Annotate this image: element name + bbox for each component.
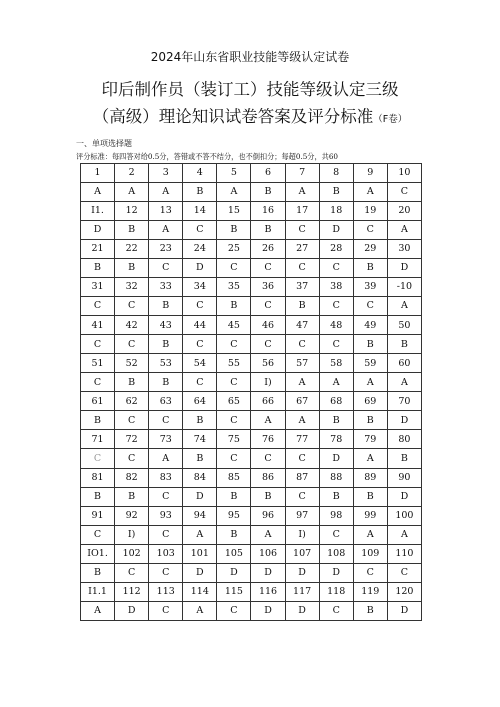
question-number-cell: 107 xyxy=(285,544,319,563)
answer-cell: B xyxy=(251,183,285,202)
question-number-cell: 22 xyxy=(115,240,149,259)
answer-cell: C xyxy=(387,563,421,582)
answer-cell: A xyxy=(285,373,319,392)
answer-cell: C xyxy=(285,221,319,240)
answer-cell: C xyxy=(353,221,387,240)
answer-cell: A xyxy=(251,411,285,430)
answer-cell: B xyxy=(217,487,251,506)
question-number-cell: 29 xyxy=(353,240,387,259)
question-number-cell: 5 xyxy=(217,164,251,183)
question-number-cell: 118 xyxy=(319,582,353,601)
answer-cell: D xyxy=(251,601,285,620)
answer-cell: A xyxy=(81,601,115,620)
answer-cell: B xyxy=(251,221,285,240)
question-number-cell: 60 xyxy=(387,354,421,373)
answer-cell: D xyxy=(285,563,319,582)
answer-row xyxy=(81,525,422,544)
answer-cell: A xyxy=(353,525,387,544)
question-number-row xyxy=(81,240,422,259)
question-number-cell: 33 xyxy=(149,278,183,297)
question-number-cell: 64 xyxy=(183,392,217,411)
question-number-cell: 37 xyxy=(285,278,319,297)
question-number-cell: 117 xyxy=(285,582,319,601)
question-number-cell: 18 xyxy=(319,202,353,221)
question-number-cell: 49 xyxy=(353,316,387,335)
answer-cell: D xyxy=(319,221,353,240)
question-number-cell: 94 xyxy=(183,506,217,525)
question-number-cell: 1 xyxy=(81,164,115,183)
question-number-cell: 105 xyxy=(217,544,251,563)
answer-cell: D xyxy=(387,601,421,620)
answer-cell: A xyxy=(183,525,217,544)
answer-cell: A xyxy=(149,449,183,468)
question-number-cell: 56 xyxy=(251,354,285,373)
question-number-cell: 109 xyxy=(353,544,387,563)
question-number-cell: 19 xyxy=(353,202,387,221)
exam-title: 2024年山东省职业技能等级认定试卷 xyxy=(150,50,350,64)
answer-cell: C xyxy=(149,487,183,506)
question-number-cell: 25 xyxy=(217,240,251,259)
question-number-row xyxy=(81,468,422,487)
question-number-cell: 20 xyxy=(387,202,421,221)
question-number-cell: 53 xyxy=(149,354,183,373)
answer-cell: C xyxy=(217,449,251,468)
question-number-row xyxy=(81,582,422,601)
answer-cell: B xyxy=(81,563,115,582)
answer-cell: B xyxy=(353,411,387,430)
answer-cell: B xyxy=(149,335,183,354)
question-number-cell: 38 xyxy=(319,278,353,297)
answer-cell: C xyxy=(319,525,353,544)
question-number-row xyxy=(81,278,422,297)
answer-cell: B xyxy=(149,373,183,392)
question-number-cell: 97 xyxy=(285,506,319,525)
answer-key-heading xyxy=(0,103,500,127)
question-number-cell: 65 xyxy=(217,392,251,411)
answer-row xyxy=(81,183,422,202)
answer-row xyxy=(81,563,422,582)
question-number-cell: 100 xyxy=(387,506,421,525)
answer-cell: B xyxy=(285,297,319,316)
answer-cell: A xyxy=(149,221,183,240)
answer-row xyxy=(81,259,422,278)
answer-cell: A xyxy=(81,183,115,202)
answer-cell: A xyxy=(285,411,319,430)
answer-cell: A xyxy=(149,183,183,202)
question-number-cell: 71 xyxy=(81,430,115,449)
question-number-cell: 27 xyxy=(285,240,319,259)
question-number-cell: 50 xyxy=(387,316,421,335)
answer-cell: C xyxy=(81,525,115,544)
answer-cell: B xyxy=(353,601,387,620)
question-number-cell: 82 xyxy=(115,468,149,487)
answer-cell: B xyxy=(217,297,251,316)
answer-cell: C xyxy=(81,449,115,468)
answer-cell: A xyxy=(353,449,387,468)
answer-cell: C xyxy=(115,335,149,354)
question-number-cell: 92 xyxy=(115,506,149,525)
answer-row xyxy=(81,449,422,468)
question-number-cell: 74 xyxy=(183,430,217,449)
answer-cell: C xyxy=(285,259,319,278)
question-number-cell: 7 xyxy=(285,164,319,183)
question-number-row xyxy=(81,316,422,335)
answer-cell: C xyxy=(115,297,149,316)
question-number-cell: I1. xyxy=(81,202,115,221)
answer-cell: C xyxy=(183,335,217,354)
question-number-row xyxy=(81,354,422,373)
answer-cell: A xyxy=(217,183,251,202)
answer-cell: C xyxy=(81,335,115,354)
answer-cell: C xyxy=(115,449,149,468)
question-number-cell: 120 xyxy=(387,582,421,601)
question-number-cell: 114 xyxy=(183,582,217,601)
answer-cell: A xyxy=(387,221,421,240)
answer-row xyxy=(81,221,422,240)
answer-cell: C xyxy=(217,335,251,354)
answer-row xyxy=(81,335,422,354)
answer-cell: D xyxy=(387,259,421,278)
question-number-cell: 63 xyxy=(149,392,183,411)
answer-cell: D xyxy=(81,221,115,240)
question-number-cell: 85 xyxy=(217,468,251,487)
question-number-cell: 86 xyxy=(251,468,285,487)
question-number-cell: 34 xyxy=(183,278,217,297)
question-number-cell: 87 xyxy=(285,468,319,487)
question-number-cell: 72 xyxy=(115,430,149,449)
paper-variant: （F卷） xyxy=(373,114,408,125)
answer-cell: B xyxy=(115,221,149,240)
question-number-cell: 13 xyxy=(149,202,183,221)
question-number-cell: 52 xyxy=(115,354,149,373)
question-number-cell: 8 xyxy=(319,164,353,183)
answer-cell: D xyxy=(115,601,149,620)
answer-cell: C xyxy=(115,411,149,430)
question-number-cell: 46 xyxy=(251,316,285,335)
answer-cell: C xyxy=(149,411,183,430)
question-number-cell: 77 xyxy=(285,430,319,449)
question-number-cell: 76 xyxy=(251,430,285,449)
question-number-cell: -10 xyxy=(387,278,421,297)
question-number-row xyxy=(81,506,422,525)
question-number-cell: 14 xyxy=(183,202,217,221)
question-number-cell: 75 xyxy=(217,430,251,449)
answer-cell: D xyxy=(319,449,353,468)
answer-cell: A xyxy=(353,183,387,202)
question-number-cell: 2 xyxy=(115,164,149,183)
question-number-cell: 45 xyxy=(217,316,251,335)
answer-cell: C xyxy=(353,297,387,316)
question-number-cell: 112 xyxy=(115,582,149,601)
question-number-cell: 108 xyxy=(319,544,353,563)
question-number-cell: 61 xyxy=(81,392,115,411)
answer-cell: C xyxy=(285,335,319,354)
question-number-row xyxy=(81,544,422,563)
answer-cell: B xyxy=(183,411,217,430)
answer-cell: C xyxy=(217,373,251,392)
answer-cell: B xyxy=(183,183,217,202)
answer-cell: C xyxy=(353,563,387,582)
answer-cell: B xyxy=(319,183,353,202)
answer-cell: I) xyxy=(285,525,319,544)
question-number-row xyxy=(81,164,422,183)
question-number-cell: 3 xyxy=(149,164,183,183)
answer-cell: A xyxy=(183,601,217,620)
question-number-cell: 115 xyxy=(217,582,251,601)
answer-cell: B xyxy=(319,487,353,506)
question-number-cell: 69 xyxy=(353,392,387,411)
question-number-cell: 84 xyxy=(183,468,217,487)
question-number-cell: 106 xyxy=(251,544,285,563)
question-number-cell: 55 xyxy=(217,354,251,373)
answer-cell: A xyxy=(387,297,421,316)
answer-cell: C xyxy=(115,563,149,582)
question-number-cell: 42 xyxy=(115,316,149,335)
answer-cell: A xyxy=(387,525,421,544)
question-number-cell: 116 xyxy=(251,582,285,601)
answer-cell: C xyxy=(183,221,217,240)
question-number-cell: 32 xyxy=(115,278,149,297)
question-number-cell: IO1. xyxy=(81,544,115,563)
answer-cell: D xyxy=(183,259,217,278)
question-number-cell: I1.1 xyxy=(81,582,115,601)
question-number-cell: 10 xyxy=(387,164,421,183)
answer-cell: C xyxy=(183,373,217,392)
answer-cell: C xyxy=(217,259,251,278)
question-number-cell: 79 xyxy=(353,430,387,449)
answer-cell: C xyxy=(217,601,251,620)
answer-row xyxy=(81,487,422,506)
answer-cell: B xyxy=(115,259,149,278)
answer-cell: C xyxy=(285,449,319,468)
question-number-cell: 6 xyxy=(251,164,285,183)
answer-row xyxy=(81,601,422,620)
section-title: 一、单项选择题 xyxy=(76,139,132,148)
question-number-cell: 48 xyxy=(319,316,353,335)
question-number-cell: 47 xyxy=(285,316,319,335)
question-number-cell: 44 xyxy=(183,316,217,335)
answer-cell: B xyxy=(81,411,115,430)
answer-cell: A xyxy=(353,373,387,392)
answer-cell: C xyxy=(149,259,183,278)
question-number-cell: 81 xyxy=(81,468,115,487)
answer-cell: B xyxy=(217,221,251,240)
answer-cell: B xyxy=(115,373,149,392)
question-number-cell: 51 xyxy=(81,354,115,373)
answer-cell: C xyxy=(285,487,319,506)
question-number-cell: 58 xyxy=(319,354,353,373)
answer-cell: C xyxy=(149,525,183,544)
question-number-cell: 59 xyxy=(353,354,387,373)
answer-cell: B xyxy=(149,297,183,316)
answer-row xyxy=(81,373,422,392)
answer-cell: C xyxy=(183,297,217,316)
question-number-cell: 110 xyxy=(387,544,421,563)
answer-cell: C xyxy=(251,449,285,468)
question-number-cell: 88 xyxy=(319,468,353,487)
exam-subtitle: 印后制作员（装订工）技能等级认定三级 xyxy=(101,80,399,99)
question-number-cell: 31 xyxy=(81,278,115,297)
question-number-cell: 24 xyxy=(183,240,217,259)
question-number-row xyxy=(81,430,422,449)
question-number-cell: 66 xyxy=(251,392,285,411)
question-number-cell: 91 xyxy=(81,506,115,525)
answer-cell: B xyxy=(353,259,387,278)
answer-cell: C xyxy=(251,297,285,316)
answer-cell: C xyxy=(319,601,353,620)
answer-cell: B xyxy=(387,335,421,354)
question-number-cell: 83 xyxy=(149,468,183,487)
question-number-cell: 57 xyxy=(285,354,319,373)
answer-cell: B xyxy=(353,487,387,506)
question-number-cell: 16 xyxy=(251,202,285,221)
answer-cell: C xyxy=(251,335,285,354)
question-number-cell: 15 xyxy=(217,202,251,221)
answer-cell: D xyxy=(387,411,421,430)
question-number-cell: 21 xyxy=(81,240,115,259)
answer-cell: A xyxy=(115,183,149,202)
question-number-row xyxy=(81,392,422,411)
answer-cell: D xyxy=(319,563,353,582)
question-number-cell: 9 xyxy=(353,164,387,183)
answer-cell: I) xyxy=(115,525,149,544)
question-number-cell: 90 xyxy=(387,468,421,487)
answer-cell: B xyxy=(81,487,115,506)
answer-cell: A xyxy=(387,373,421,392)
question-number-cell: 95 xyxy=(217,506,251,525)
question-number-cell: 78 xyxy=(319,430,353,449)
answer-cell: D xyxy=(285,601,319,620)
question-number-cell: 113 xyxy=(149,582,183,601)
answer-cell: C xyxy=(319,335,353,354)
question-number-cell: 41 xyxy=(81,316,115,335)
question-number-cell: 67 xyxy=(285,392,319,411)
answer-cell: B xyxy=(115,487,149,506)
answer-cell: C xyxy=(149,601,183,620)
question-number-cell: 43 xyxy=(149,316,183,335)
question-number-cell: 73 xyxy=(149,430,183,449)
question-number-cell: 96 xyxy=(251,506,285,525)
answer-cell: D xyxy=(183,487,217,506)
answer-row xyxy=(81,411,422,430)
question-number-cell: 102 xyxy=(115,544,149,563)
question-number-cell: 39 xyxy=(353,278,387,297)
answer-cell: B xyxy=(387,449,421,468)
question-number-cell: 89 xyxy=(353,468,387,487)
question-number-cell: 98 xyxy=(319,506,353,525)
answer-cell: B xyxy=(217,525,251,544)
answer-cell: C xyxy=(319,259,353,278)
answer-cell: B xyxy=(81,259,115,278)
question-number-cell: 119 xyxy=(353,582,387,601)
question-number-cell: 17 xyxy=(285,202,319,221)
answer-cell: C xyxy=(387,183,421,202)
question-number-cell: 26 xyxy=(251,240,285,259)
question-number-cell: 93 xyxy=(149,506,183,525)
question-number-cell: 28 xyxy=(319,240,353,259)
question-number-cell: 12 xyxy=(115,202,149,221)
answer-cell: C xyxy=(217,411,251,430)
answer-cell: B xyxy=(353,335,387,354)
answer-cell: C xyxy=(81,373,115,392)
question-number-cell: 103 xyxy=(149,544,183,563)
answer-row xyxy=(81,297,422,316)
question-number-cell: 101 xyxy=(183,544,217,563)
question-number-cell: 23 xyxy=(149,240,183,259)
question-number-cell: 35 xyxy=(217,278,251,297)
question-number-cell: 99 xyxy=(353,506,387,525)
question-number-cell: 62 xyxy=(115,392,149,411)
answer-cell: D xyxy=(217,563,251,582)
answer-key-heading-main: （高级）理论知识试卷答案及评分标准 xyxy=(92,107,374,126)
question-number-cell: 70 xyxy=(387,392,421,411)
answer-cell: A xyxy=(251,525,285,544)
answer-cell: C xyxy=(81,297,115,316)
question-number-cell: 54 xyxy=(183,354,217,373)
answer-cell: A xyxy=(319,373,353,392)
answer-cell: D xyxy=(387,487,421,506)
question-number-cell: 36 xyxy=(251,278,285,297)
question-number-cell: 30 xyxy=(387,240,421,259)
answer-cell: C xyxy=(319,297,353,316)
scoring-rule: 评分标准：每四答对给0.5分，答错或不答不结分，也不倒扣分；每超0.5分，共60 xyxy=(76,152,339,161)
answer-cell: D xyxy=(183,563,217,582)
question-number-cell: 4 xyxy=(183,164,217,183)
answer-cell: I) xyxy=(251,373,285,392)
answer-cell: B xyxy=(319,411,353,430)
answer-cell: B xyxy=(251,487,285,506)
question-number-row xyxy=(81,202,422,221)
answer-cell: C xyxy=(149,563,183,582)
question-number-cell: 80 xyxy=(387,430,421,449)
question-number-cell: 68 xyxy=(319,392,353,411)
answer-cell: B xyxy=(183,449,217,468)
answer-table xyxy=(80,163,422,621)
answer-cell: C xyxy=(251,259,285,278)
answer-cell: D xyxy=(251,563,285,582)
answer-cell: A xyxy=(285,183,319,202)
